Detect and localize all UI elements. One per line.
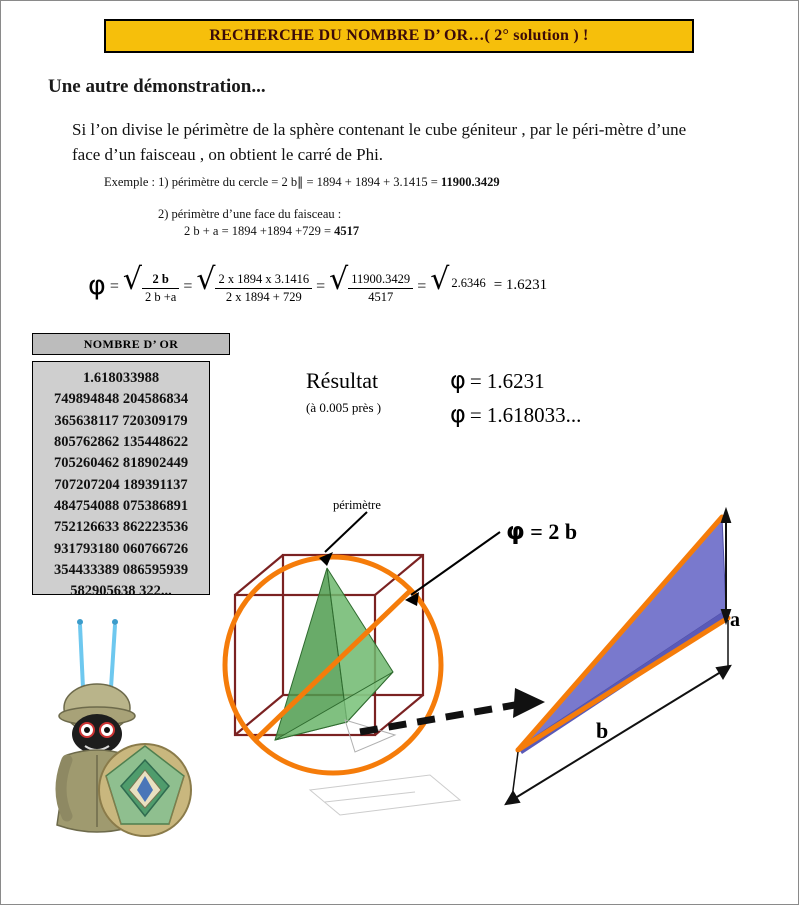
gold-line: 705260462 818902449 <box>53 455 189 472</box>
example-line2-body: 2 b + a = 1894 +1894 +729 = <box>184 224 335 238</box>
face <box>72 714 122 754</box>
fraction-1-numerator: 2 b <box>142 272 179 289</box>
fraction-2-numerator: 2 x 1894 x 3.1416 <box>215 272 312 289</box>
equals-sign-3: = <box>316 278 326 295</box>
pupil-right <box>104 727 110 733</box>
intro-paragraph: Si l’on divise le périmètre de la sphère contenant le cube géniteur , par le péri-mètre d’une face d’un faisceau , on obtient le carré de Phi. <box>72 120 687 164</box>
title-banner <box>104 19 694 53</box>
phi-2b-text: = 2 b <box>530 519 578 544</box>
gold-line: 749894848 204586834 <box>53 391 189 408</box>
fraction-2-denominator: 2 x 1894 + 729 <box>225 290 302 304</box>
result-block <box>306 366 636 428</box>
label-b: b <box>596 718 609 743</box>
result-value-computed: = 1.6231 <box>469 369 545 393</box>
radical-2 <box>196 262 312 304</box>
fraction-3-numerator: 11900.3429 <box>348 272 413 289</box>
radical-4 <box>430 262 486 297</box>
example-line2-body-wrap <box>184 224 359 239</box>
radical-1 <box>122 262 179 304</box>
page-subtitle: Une autre démonstration... <box>48 76 266 97</box>
example-line-1 <box>104 174 500 190</box>
pupil-left <box>84 727 90 733</box>
formula-row <box>88 262 728 328</box>
phi-icon-result-2: φ <box>450 400 466 428</box>
label-a: a <box>730 609 740 631</box>
gold-line: 805762862 135448622 <box>53 433 189 450</box>
result-subtitle: (à 0.005 près ) <box>306 400 382 415</box>
ground-lines <box>310 775 460 815</box>
pipe-glyph: ∥ <box>297 174 304 189</box>
antennae <box>77 619 118 688</box>
radical-4-value: 2.6346 <box>451 276 486 290</box>
result-line-2 <box>306 400 636 428</box>
wedge-figure <box>490 500 760 800</box>
phi-arrow <box>411 532 500 595</box>
radical-sign-icon-2: √ <box>196 262 216 297</box>
perimetre-label: périmètre <box>333 498 381 512</box>
gold-line: 752126633 862223536 <box>53 519 189 536</box>
gold-line: 484754088 075386891 <box>53 497 189 514</box>
gold-line: 707207204 189391137 <box>54 476 188 493</box>
gold-number-header: NOMBRE D’ OR <box>32 333 230 355</box>
gold-number-box <box>32 361 210 600</box>
example-line2-head: 2) périmètre d’une face du faisceau : <box>158 207 342 221</box>
fraction-3 <box>348 272 413 305</box>
gold-line: 931793180 060766726 <box>53 540 189 557</box>
example-line2-result: 4517 <box>334 224 360 238</box>
formula-final-result: = 1.6231 <box>493 277 548 293</box>
fraction-1-denominator: 2 b +a <box>144 290 177 304</box>
equals-sign-4: = <box>417 278 427 295</box>
gold-line: 354433389 086595939 <box>53 561 189 578</box>
example-line1-mid: = 1894 + 1894 + 3.1415 = <box>303 175 441 189</box>
phi-icon: φ <box>88 270 106 301</box>
fraction-3-denominator: 4517 <box>368 290 394 304</box>
gold-line: 365638117 720309179 <box>54 412 188 429</box>
radical-3 <box>329 262 413 304</box>
equals-sign-1: = <box>109 278 119 295</box>
result-value-exact: = 1.618033... <box>469 403 582 427</box>
phi-icon-figure: φ <box>506 517 525 545</box>
gold-line: 582905638 322... <box>70 583 172 600</box>
phi-icon-result-1: φ <box>450 366 466 394</box>
example-line1-result: 11900.3429 <box>440 175 500 189</box>
example-line-2 <box>158 207 359 239</box>
radical-sign-icon-3: √ <box>329 262 349 297</box>
equals-sign-2: = <box>183 278 193 295</box>
result-title: Résultat <box>306 368 379 393</box>
gold-line: 1.618033988 <box>82 370 160 386</box>
result-line-1 <box>306 366 636 394</box>
perimetre-arrow <box>325 512 367 552</box>
fraction-1 <box>142 272 179 305</box>
fraction-2 <box>215 272 312 305</box>
mascot-figure <box>45 600 220 840</box>
arm-left <box>61 760 67 816</box>
radical-sign-icon-4: √ <box>430 262 450 297</box>
radical-sign-icon: √ <box>122 262 142 297</box>
cube-sphere-figure <box>215 490 475 830</box>
example-line1-prefix: Exemple : 1) périmètre du cercle = 2 b <box>104 175 298 189</box>
title-text: RECHERCHE DU NOMBRE D’ OR…( 2° solution ) ! <box>209 27 589 44</box>
